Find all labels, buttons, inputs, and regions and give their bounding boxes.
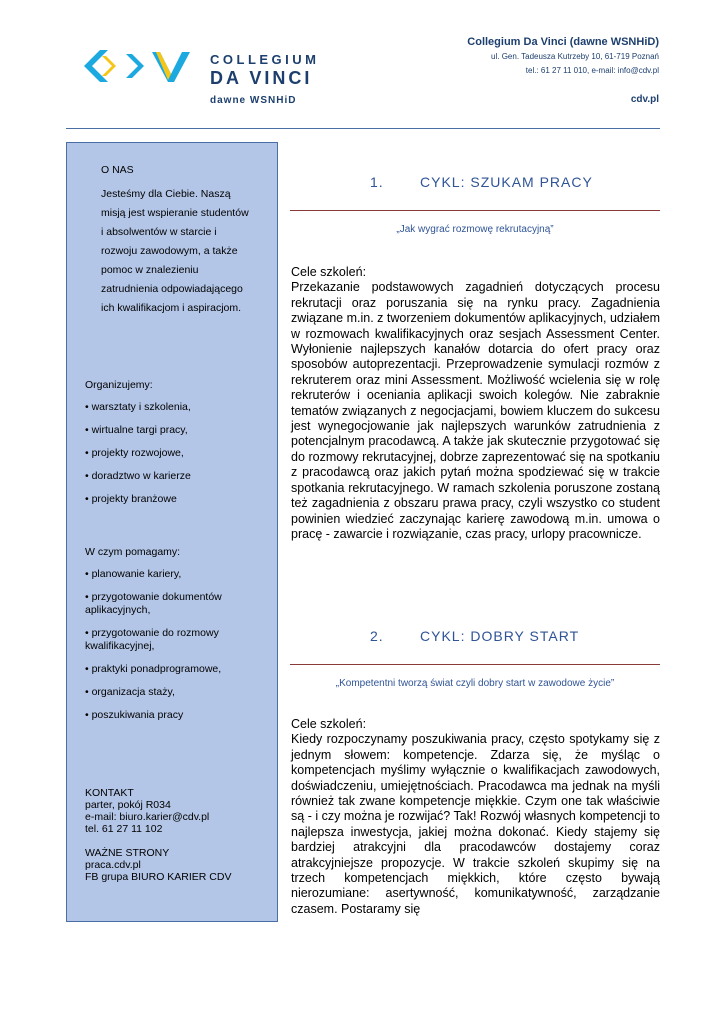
list-item-text: projekty rozwojowe, [91,447,184,459]
logo-line-2: DA VINCI [210,68,313,88]
contact-title: KONTAKT [85,787,134,799]
contact-line: parter, pokój R034 [85,799,171,811]
help-block [85,546,265,732]
list-item-text: praktyki ponadprogramowe, [91,663,222,675]
organize-title: Organizujemy: [85,379,153,391]
section-label: Cele szkoleń: [291,717,367,731]
section-body [291,717,660,917]
about-block [101,161,251,318]
org-info [467,36,659,105]
help-item: • poszukiwania pracy [85,709,184,721]
list-item-text: wirtualne targi pracy, [91,424,188,436]
help-item: • przygotowanie do rozmowy kwalifikacyjnej, [85,627,219,652]
section-number: 1. [370,174,384,190]
help-item: • przygotowanie dokumentów aplikacyjnych, [85,591,222,616]
organize-item: • wirtualne targi pracy, [85,424,188,436]
org-name: Collegium Da Vinci (dawne WSNHiD) [467,36,659,48]
help-title: W czym pomagamy: [85,546,181,558]
contact-block [85,787,265,883]
list-item-text: warsztaty i szkolenia, [91,401,191,413]
list-item-text: planowanie kariery, [91,568,182,580]
list-item-text: poszukiwania pracy [91,709,184,721]
organize-item: • projekty branżowe [85,493,177,505]
org-website-link[interactable]: cdv.pl [630,94,659,105]
header-divider [66,128,660,129]
help-item: • planowanie kariery, [85,568,182,580]
section-divider [290,210,660,211]
pages-title: WAŻNE STRONY [85,847,170,859]
help-item: • organizacja staży, [85,686,175,698]
section-title-text: CYKL: DOBRY START [420,628,580,644]
section-title-text: CYKL: SZUKAM PRACY [420,174,593,190]
section-title [370,628,579,644]
logo-wordmark [210,52,320,106]
section-quote: „Jak wygrać rozmowę rekrutacyjną” [396,224,554,235]
organize-item: • doradztwo w karierze [85,470,191,482]
list-item-text: projekty branżowe [91,493,177,505]
contact-phone: tel. 61 27 11 102 [85,823,163,835]
about-text: Jesteśmy dla Ciebie. Naszą misją jest wspieranie studentów i absolwentów w starcie i rozwoju zawodowym, a także pomoc w znalezieniu zatrudnienia odpowiadającego ich kwalifikacjom i aspiracjom. [101,188,249,314]
section-number: 2. [370,628,384,644]
org-address: ul. Gen. Tadeusza Kutrzeby 10, 61-719 Poznań [491,52,659,61]
pages-link[interactable]: FB grupa BIURO KARIER CDV [85,871,232,883]
sidebar [66,142,278,922]
cdv-logo-icon [82,48,192,84]
section-text: Przekazanie podstawowych zagadnień dotyczących procesu rekrutacji oraz poruszania się na rynku pracy. Zagadnienia związane m.in. z tworzeniem dokumentów aplikacyjnych, udziałem w rozmowach kwalifikacyjnych oraz sesjach Assessment Center. Wyłonienie najlepszych kanałów dotarcia do ofert pracy oraz sposobów autoprezentacji. Przeprowadzenie symulacji rozmów z rekruterem oraz mini Assessment. Możliwość wcielenia się w rolę rekruterów i oceniania aplikacji swoich kolegów. Nie zabraknie tematów związanych z negocjacjami, bowiem kluczem do sukcesu jest wynegocjowanie jak najlepszych warunków zatrudnienia z potencjalnym pracodawcą. A także jak skutecznie przygotować się do rozmowy rekrutacyjnej, dobrze zaprezentować się na spotkaniu z pracodawcą oraz jakich pytań można spodziewać się w trakcie spotkania rekrutacyjnego. W ramach szkolenia poruszone zostaną też zagadnienia z obszaru prawa pracy, czyli wszystko co student powinien wiedzieć zaczynając karierę zawodową m.in. umowa o pracę - zawarcie i rozwiązanie, czas pracy, urlopy pracownicze. [291,280,660,541]
section-quote: „Kompetentni tworzą świat czyli dobry start w zawodowe życie” [335,678,615,689]
section-label: Cele szkoleń: [291,265,367,279]
list-item-text: przygotowanie do rozmowy kwalifikacyjnej, [85,627,219,652]
pages-link[interactable]: praca.cdv.pl [85,859,141,871]
section-body [291,265,660,542]
org-contact: tel.: 61 27 11 010, e-mail: info@cdv.pl [525,66,659,75]
list-item-text: doradztwo w karierze [91,470,191,482]
list-item-text: organizacja staży, [91,686,175,698]
section-divider [290,664,660,665]
list-item-text: przygotowanie dokumentów aplikacyjnych, [85,591,222,616]
organize-item: • warsztaty i szkolenia, [85,401,191,413]
organize-item: • projekty rozwojowe, [85,447,184,459]
logo-line-1: COLLEGIUM [210,52,320,67]
organize-block [85,379,265,516]
contact-email-link[interactable]: e-mail: biuro.karier@cdv.pl [85,811,210,823]
help-item: • praktyki ponadprogramowe, [85,663,222,675]
section-title [370,174,593,190]
logo-line-3: dawne WSNHiD [210,95,297,106]
section-text: Kiedy rozpoczynamy poszukiwania pracy, często spotykamy się z jednym słowem: kompetencje. Zdarza się, że myśląc o kompetencjach myślimy wyłącznie o kwalifikacjach zawodowych, doświadczeniu, umiejętnościach. Pracodawca ma jednak na myśli również tak zwane kompetencje miękkie. Czym one tak właściwie są - i czy można je rozwijać? Tak! Rozwój własnych kompetencji to najlepsza inwestycja, jakiej można dokonać. Kiedy stajemy się bardziej atrakcyjni dla pracodawców dostajemy coraz atrakcyjniejsze propozycje. W trakcie szkoleń skupimy się na trzech kompetencjach miękkich, które często bywają nierozumiane: asertywność, komunikatywność, zarządzanie czasem. Postaramy się [291,732,660,916]
about-title: O NAS [101,164,134,176]
